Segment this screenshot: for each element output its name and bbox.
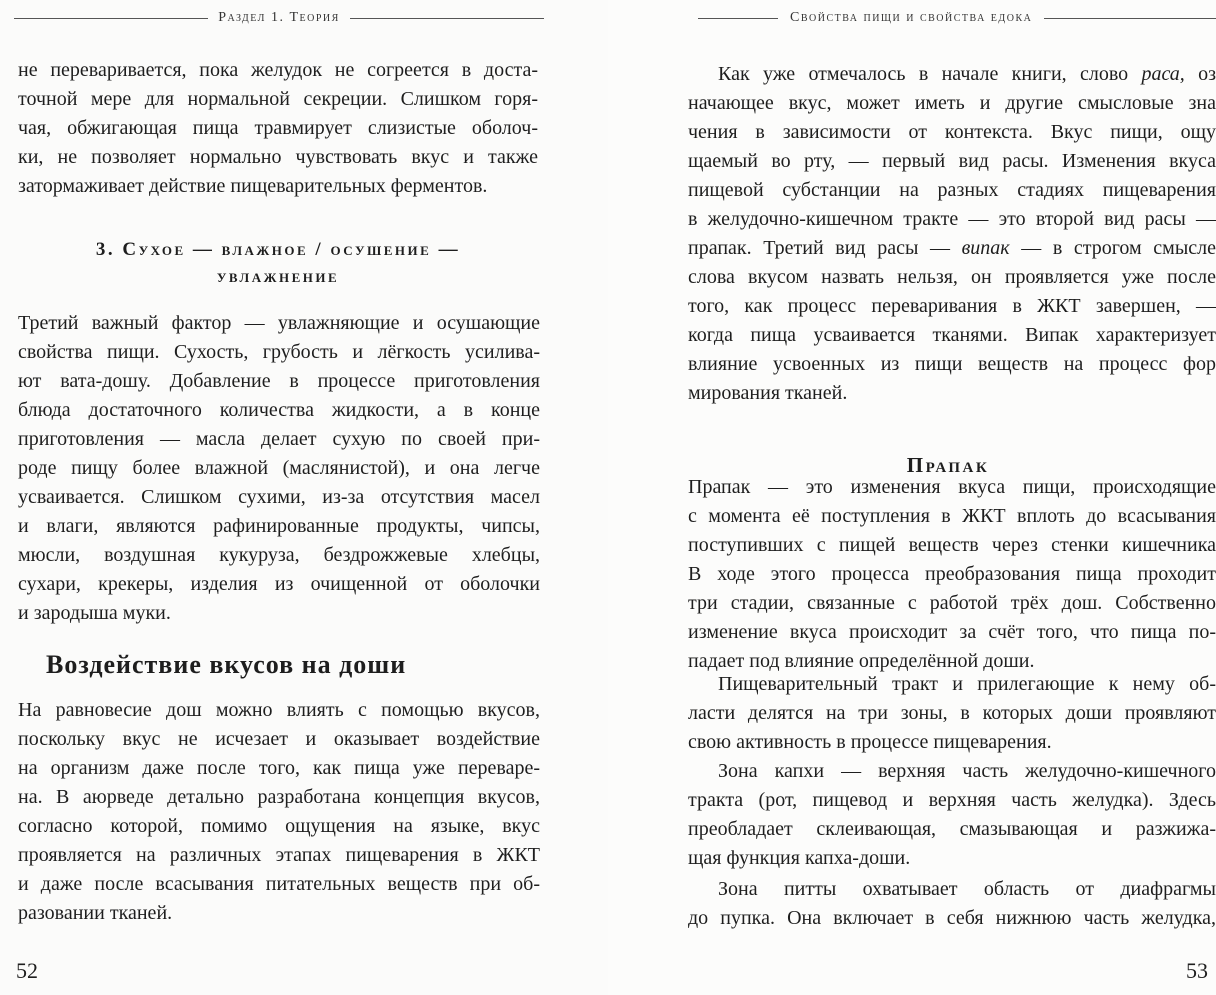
paragraph-2: [18, 309, 540, 628]
section-heading: Прапак: [906, 453, 990, 477]
text-line: Прапак — это изменения вкуса пищи, происходящие: [688, 476, 1216, 498]
text-line: слова вкусом назвать нельзя, он проявляется уже после: [688, 266, 1216, 288]
text-line: Зона капхи — верхняя часть желудочно-кишечного: [718, 760, 1216, 782]
running-head: [14, 10, 544, 26]
section-heading: [18, 236, 538, 290]
text-line: падает под влияние определённой доши.: [688, 650, 1035, 672]
text-line: приготовления — масла делает сухую по своей при-: [18, 428, 540, 450]
paragraph-3: [688, 670, 1216, 757]
text-line: Третий важный фактор — увлажняющие и осушающие: [18, 312, 540, 334]
text-line: на. В аюрведе детально разработана концепция вкусов,: [18, 786, 540, 808]
text-line: проявляется на различных этапах пищеварения в ЖКТ: [18, 844, 540, 866]
text-line: прапак. Третий вид расы — випак — в строгом смысле: [688, 237, 1216, 259]
divider: [1044, 18, 1216, 19]
text-line: влияние усвоенных из пищи веществ на процесс фор: [688, 353, 1216, 375]
paragraph-4: [688, 757, 1216, 873]
text-line: точной мере для нормальной секреции. Слишком горя-: [18, 88, 538, 110]
text-line: усваивается. Слишком сухими, из-за отсутствия масел: [18, 486, 540, 508]
text-line: свойства пищи. Сухость, грубость и лёгкость усилива-: [18, 341, 540, 363]
text-line: роде пищу более влажной (маслянистой), и она легче: [18, 457, 540, 479]
text-line: Пищеварительный тракт и прилегающие к нему об-: [718, 673, 1216, 695]
text-line: мирования тканей.: [688, 382, 848, 404]
text-line: щаемый во рту, — первый вид расы. Изменения вкуса: [688, 150, 1216, 172]
text-line: Зона питты охватывает область от диафрагмы: [718, 878, 1216, 900]
paragraph-2: [688, 473, 1216, 676]
text-line: изменение вкуса происходит за счёт того, что пища по-: [688, 621, 1216, 643]
text-line: с момента её поступления в ЖКТ вплоть до всасывания: [688, 505, 1216, 527]
divider: [698, 18, 778, 19]
text-line: согласно которой, помимо ощущения на языке, вкус: [18, 815, 540, 837]
text-line: поступивших с пищей веществ через стенки кишечника: [688, 534, 1216, 556]
text-line: до пупка. Она включает в себя нижнюю часть желудка,: [688, 907, 1216, 929]
text-line: щая функция капха-доши.: [688, 847, 911, 869]
text-line: на организм даже после того, как пища уже переваре-: [18, 757, 540, 779]
text-line: в желудочно-кишечном тракте — это второй вид расы —: [688, 208, 1216, 230]
text-line: когда пища усваивается тканями. Випак характеризует: [688, 324, 1216, 346]
paragraph-3: [18, 696, 540, 928]
paragraph-1: [18, 56, 538, 201]
text-line: начающее вкус, может иметь и другие смысловые зна: [688, 92, 1216, 114]
text-line: разовании тканей.: [18, 902, 173, 924]
text-line: затормаживает действие пищеварительных ферментов.: [18, 175, 488, 197]
text-line: три стадии, связанные с работой трёх дош. Собственно: [688, 592, 1216, 614]
page-number: 52: [16, 958, 38, 983]
running-head-text: Свойства пищи и свойства едока: [790, 10, 1033, 25]
text-line: В ходе этого процесса преобразования пища проходит: [688, 563, 1216, 585]
text-line: и зародыша муки.: [18, 602, 171, 624]
divider: [350, 18, 544, 19]
text-line: чая, обжигающая пища травмирует слизистые оболоч-: [18, 117, 538, 139]
text-line: Как уже отмечалось в начале книги, слово раса, оз: [718, 63, 1216, 85]
text-line: чения в зависимости от контекста. Вкус пищи, ощу: [688, 121, 1216, 143]
running-head: [698, 10, 1216, 26]
paragraph-5: [688, 875, 1216, 933]
text-line: и даже после всасывания питательных веществ при об-: [18, 873, 540, 895]
text-line: того, как процесс переваривания в ЖКТ завершен, —: [688, 295, 1216, 317]
text-line: мюсли, воздушная кукуруза, бездрожжевые хлебцы,: [18, 544, 540, 566]
text-line: блюда достаточного количества жидкости, а в конце: [18, 399, 540, 421]
page-number: 53: [1186, 958, 1208, 983]
text-line: ки, не позволяет нормально чувствовать вкус и также: [18, 146, 538, 168]
text-line: поскольку вкус не исчезает и оказывает воздействие: [18, 728, 540, 750]
heading-line: увлажнение: [216, 266, 340, 287]
divider: [14, 18, 208, 19]
running-head-text: Раздел 1. Теория: [218, 10, 340, 25]
text-line: и влаги, являются рафинированные продукты, чипсы,: [18, 515, 540, 537]
text-line: ют вата-дошу. Добавление в процессе приготовления: [18, 370, 540, 392]
text-line: пищевой субстанции на разных стадиях пищеварения: [688, 179, 1216, 201]
text-line: не переваривается, пока желудок не согреется в доста-: [18, 59, 538, 81]
chapter-heading: Воздействие вкусов на доши: [46, 650, 407, 679]
text-line: тракта (рот, пищевод и верхняя часть желудка). Здесь: [688, 789, 1216, 811]
paragraph-1: [688, 60, 1216, 408]
text-line: преобладает склеивающая, смазывающая и разжижа-: [688, 818, 1216, 840]
text-line: ласти делятся на три зоны, в которых доши проявляют: [688, 702, 1216, 724]
text-line: свою активность в процессе пищеварения.: [688, 731, 1052, 753]
heading-line: 3. Сухое — влажное / осушение —: [95, 239, 461, 260]
text-line: На равновесие дош можно влиять с помощью вкусов,: [18, 699, 540, 721]
text-line: сухари, крекеры, изделия из очищенной от оболочки: [18, 573, 540, 595]
right-page: [608, 0, 1216, 995]
